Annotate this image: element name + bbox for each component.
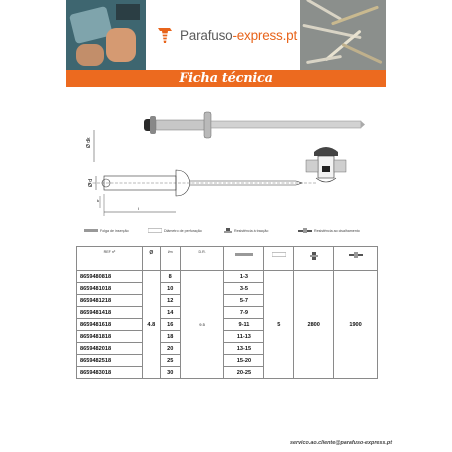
- ref-cell: 8659481018: [77, 283, 143, 295]
- header-drill: [264, 247, 294, 271]
- rivet-section-view: [88, 170, 316, 196]
- length-cell: 18: [160, 331, 180, 343]
- header-shear: [334, 247, 378, 271]
- grip-cell: 5-7: [224, 295, 264, 307]
- drill-icon: [148, 228, 162, 233]
- header-tension: [294, 247, 334, 271]
- length-cell: 8: [160, 271, 180, 283]
- ref-cell: 8659481818: [77, 331, 143, 343]
- drill-cell: 5: [264, 271, 294, 379]
- tension-icon: [310, 252, 318, 260]
- ref-cell: 8659481418: [77, 307, 143, 319]
- grip-cell: 20-25: [224, 367, 264, 379]
- tension-cell: 2800: [294, 271, 334, 379]
- length-cell: 10: [160, 283, 180, 295]
- length-cell: 14: [160, 307, 180, 319]
- installed-rivet-detail: [306, 147, 346, 182]
- ref-cell: 8659482018: [77, 343, 143, 355]
- page-title: Ficha técnica: [179, 71, 273, 86]
- table-row: [77, 271, 378, 283]
- grip-cell: 7-9: [224, 307, 264, 319]
- header-grip: [224, 247, 264, 271]
- spec-table: [76, 246, 378, 379]
- dim-dk-label: Ø dk: [86, 137, 92, 148]
- tension-icon: [224, 228, 232, 233]
- ref-cell: 8659483018: [77, 367, 143, 379]
- dim-l-label: l: [138, 206, 139, 211]
- ref-cell: 8659481618: [77, 319, 143, 331]
- grip-cell: 15-20: [224, 355, 264, 367]
- dim-d-label: Ø d: [88, 178, 94, 187]
- ref-cell: 8659480818: [77, 271, 143, 283]
- table-header-row: [77, 247, 378, 271]
- ref-cell: 8659482518: [77, 355, 143, 367]
- screw-logo-icon: [156, 25, 174, 45]
- length-cell: 16: [160, 319, 180, 331]
- legend-item-drill: Diâmetro de perfuração: [148, 228, 202, 233]
- rivet-drawing: [66, 92, 386, 222]
- brand-name: Parafuso-express.pt: [180, 27, 298, 43]
- footer-email[interactable]: servico.ao.cliente@parafuso-express.pt: [289, 440, 392, 446]
- grip-cell: 3-5: [224, 283, 264, 295]
- ref-cell: 8659481218: [77, 295, 143, 307]
- gap-icon: [84, 228, 98, 233]
- shear-icon: [298, 228, 312, 233]
- header-diameter: Ø: [142, 247, 160, 271]
- length-cell: 30: [160, 367, 180, 379]
- screws-photo: [300, 0, 386, 70]
- grip-cell: 1-3: [224, 271, 264, 283]
- grip-cell: 11-13: [224, 331, 264, 343]
- header: [66, 0, 386, 70]
- shear-cell: 1900: [334, 271, 378, 379]
- dr-cell: 9.5: [180, 271, 224, 379]
- legend-item-gap: Folga de inserção: [84, 228, 129, 233]
- dim-k-label: k: [97, 198, 99, 203]
- legend: [80, 224, 380, 240]
- shear-icon: [349, 252, 363, 258]
- header-dr: D.R.: [180, 247, 224, 271]
- gap-icon: [235, 252, 253, 257]
- legend-item-shear: Resistência ao cisalhamento: [298, 228, 360, 233]
- hands-tools-photo: [66, 0, 146, 70]
- rivet-render: [144, 112, 365, 138]
- legend-item-tension: Resistência à tracção: [224, 228, 268, 233]
- title-banner: [66, 70, 386, 87]
- header-length: l/m: [160, 247, 180, 271]
- drill-icon: [272, 252, 286, 257]
- grip-cell: 9-11: [224, 319, 264, 331]
- length-cell: 12: [160, 295, 180, 307]
- header-ref: REF nº: [77, 247, 143, 271]
- length-cell: 20: [160, 343, 180, 355]
- diameter-cell: 4.8: [142, 271, 160, 379]
- brand-logo[interactable]: [146, 0, 300, 70]
- length-cell: 25: [160, 355, 180, 367]
- grip-cell: 13-15: [224, 343, 264, 355]
